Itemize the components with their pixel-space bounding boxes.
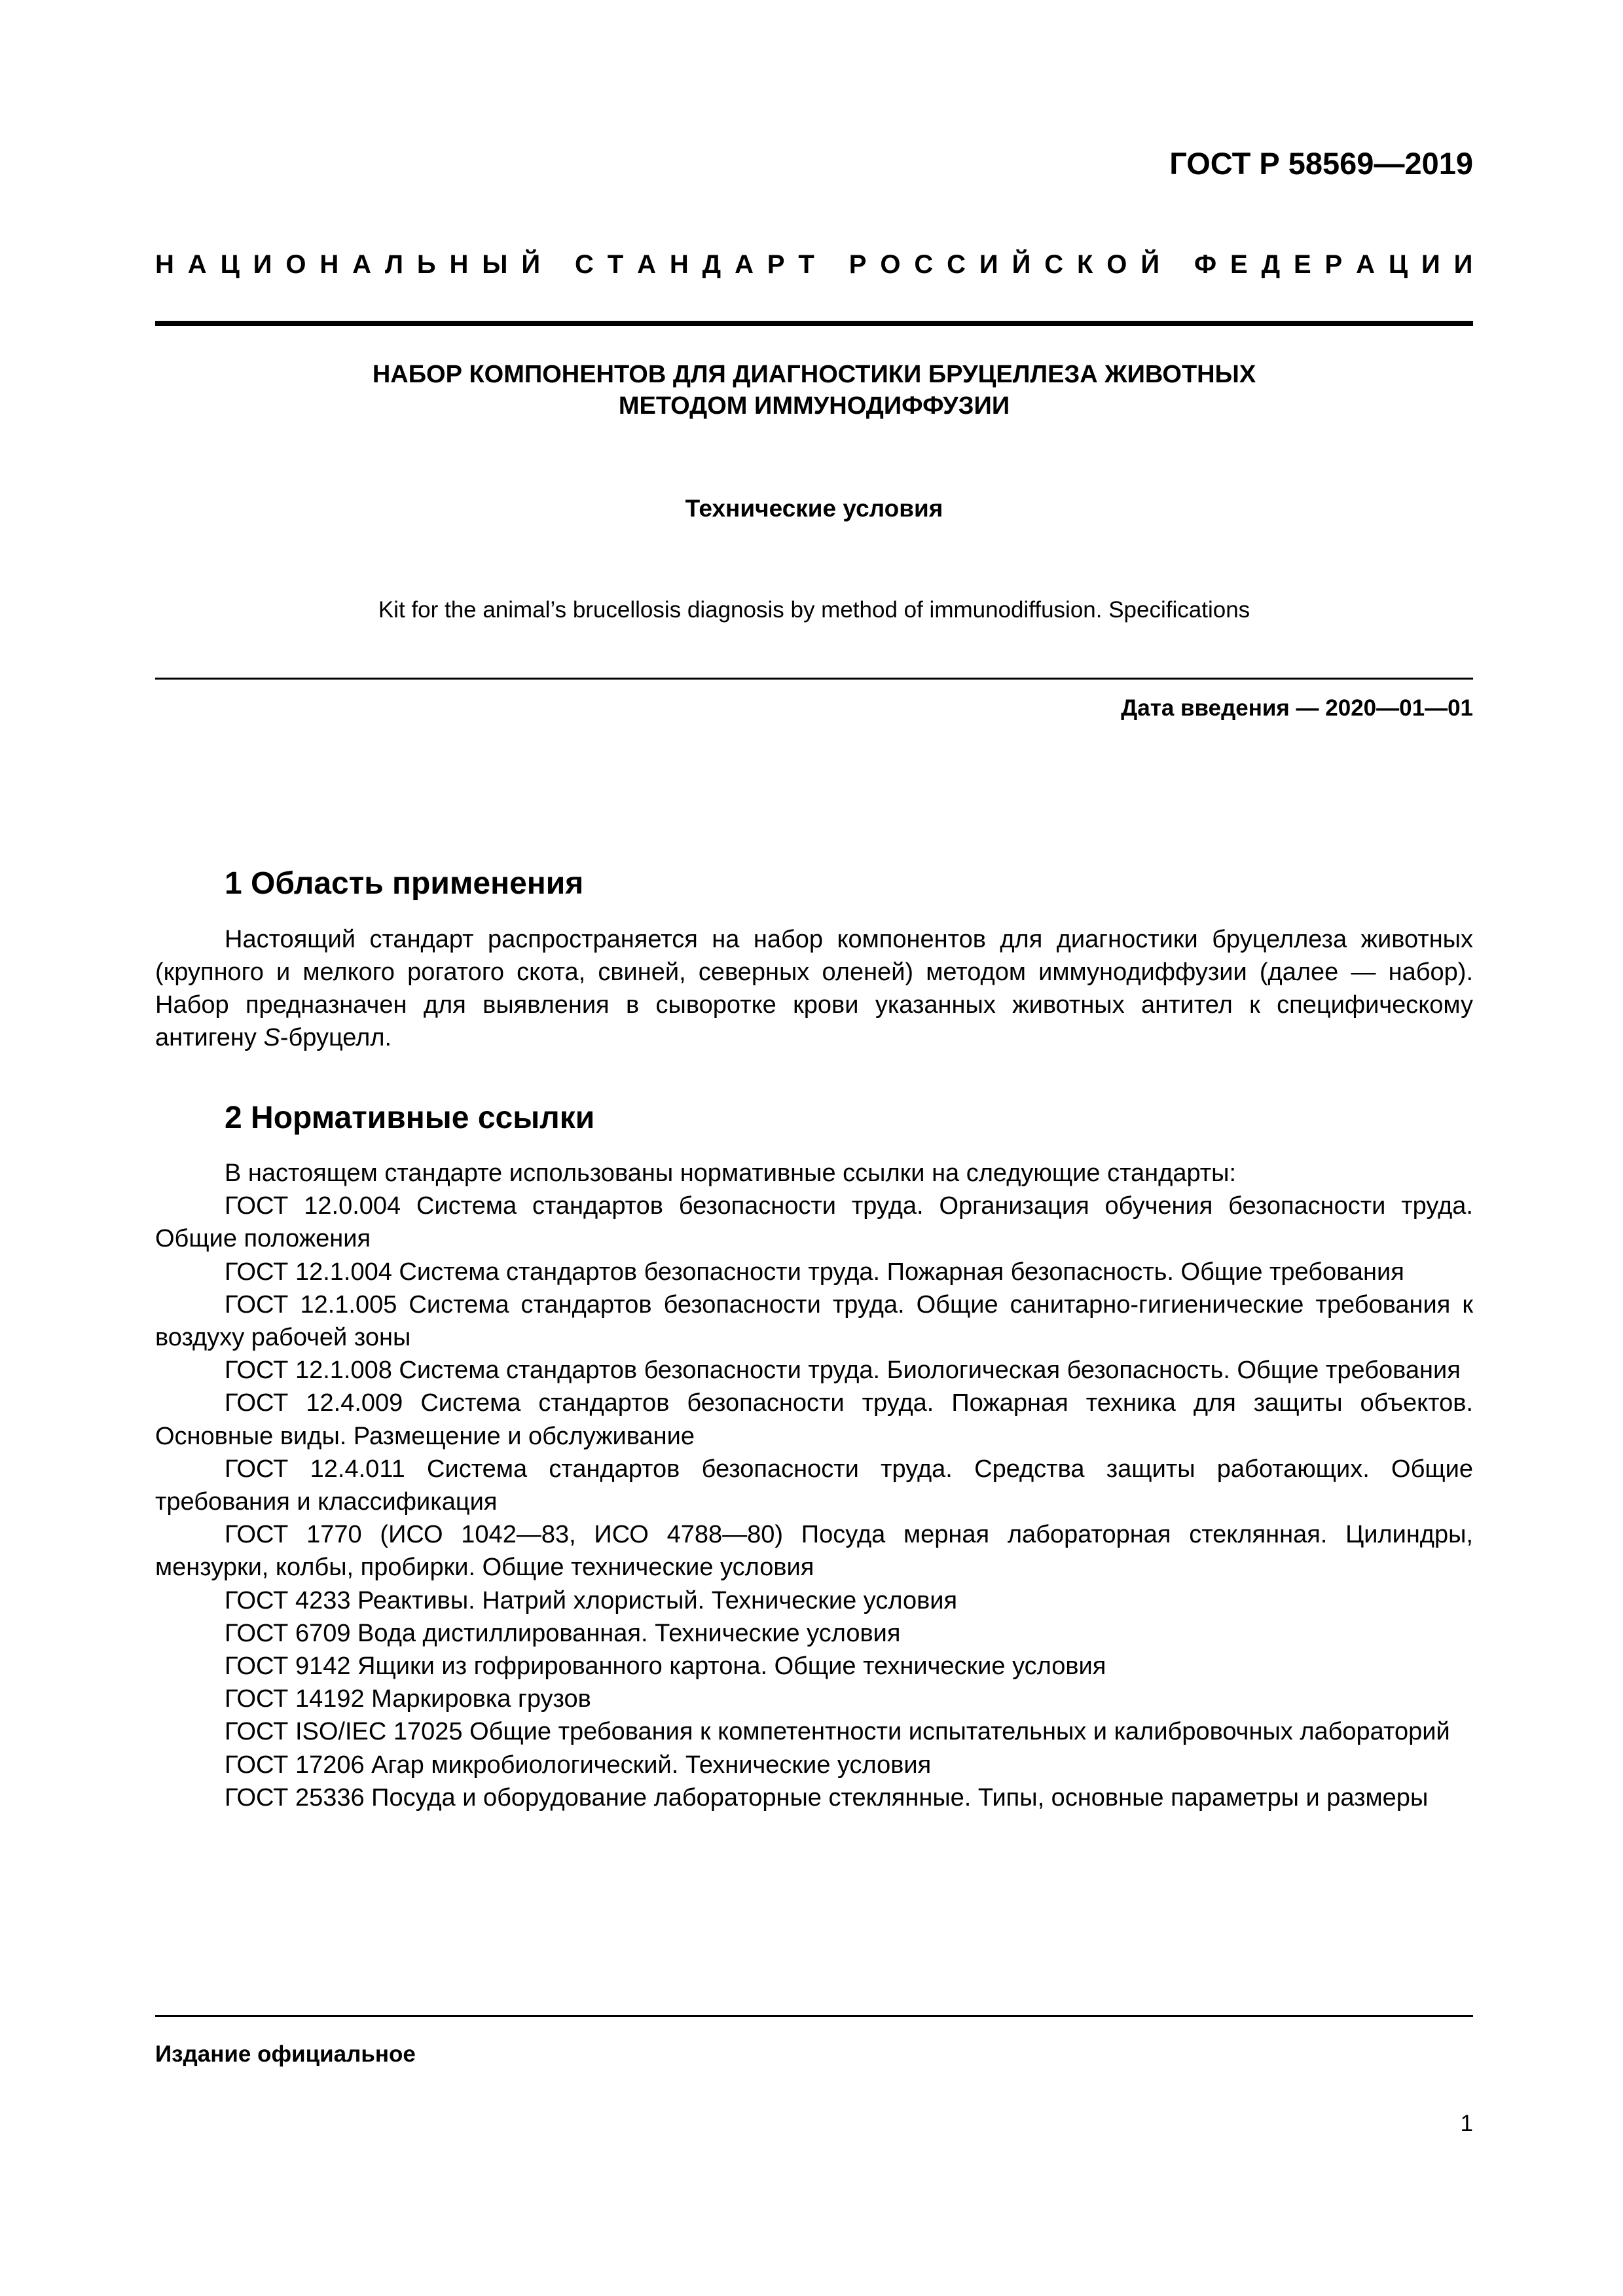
header-divider [155, 321, 1473, 326]
references-list [155, 1157, 1473, 1814]
document-title-line-2: МЕТОДОМ ИММУНОДИФФУЗИИ [618, 392, 1010, 420]
reference-item: ГОСТ 4233 Реактивы. Натрий хлористый. Технические условия [225, 1586, 958, 1614]
document-title-line-1: НАБОР КОМПОНЕНТОВ ДЛЯ ДИАГНОСТИКИ БРУЦЕЛЛЕЗА ЖИВОТНЫХ [372, 361, 1256, 388]
reference-item: ГОСТ 9142 Ящики из гофрированного картона. Общие технические условия [225, 1652, 1106, 1681]
reference-item: ГОСТ 12.1.008 Система стандартов безопасности труда. Биологическая безопасность. Общие требования [225, 1357, 1461, 1385]
reference-item: ГОСТ 1770 (ИСО 1042—83, ИСО 4788—80) Посуда мерная лабораторная стеклянная. Цилиндры, мензурки, колбы, пробирки. Общие технические условия [155, 1521, 1473, 1582]
references-intro: В настоящем стандарте использованы нормативные ссылки на следующие стандарты: [225, 1159, 1237, 1187]
section-1-heading: 1 Область применения [225, 866, 584, 901]
official-edition-label: Издание официальное [155, 2041, 416, 2067]
reference-item: ГОСТ 12.4.011 Система стандартов безопасности труда. Средства защиты работающих. Общие требования и классификация [155, 1455, 1473, 1516]
reference-item: ГОСТ 17206 Агар микробиологический. Технические условия [225, 1751, 932, 1779]
footer-divider [155, 2015, 1473, 2017]
english-title: Kit for the animal’s brucellosis diagnosis by method of immunodiffusion. Specifications [378, 597, 1250, 623]
section-2-heading: 2 Нормативные ссылки [225, 1101, 595, 1135]
section-1-paragraph: Настоящий стандарт распространяется на набор компонентов для диагностики бруцеллеза животных (крупного и мелкого рогатого скота, свиней, северных оленей) методом иммунодиффузии (далее — набор). Набор предназначен для выявления в сыворотке крови указанных животных антител к специфическому антигену S-бруцелл. [155, 926, 1473, 1051]
reference-item: ГОСТ 14192 Маркировка грузов [225, 1685, 591, 1713]
document-subtitle: Технические условия [685, 495, 943, 522]
reference-item: ГОСТ 12.1.004 Система стандартов безопасности труда. Пожарная безопасность. Общие требования [225, 1258, 1404, 1286]
introduction-date: Дата введения — 2020—01—01 [1121, 695, 1473, 721]
document-code: ГОСТ Р 58569—2019 [1169, 146, 1473, 181]
reference-item: ГОСТ ISO/IEC 17025 Общие требования к компетентности испытательных и калибровочных лабораторий [225, 1718, 1450, 1746]
reference-item: ГОСТ 6709 Вода дистиллированная. Технические условия [225, 1619, 901, 1647]
page-number: 1 [1460, 2111, 1473, 2136]
reference-item: ГОСТ 12.0.004 Система стандартов безопасности труда. Организация обучения безопасности труда. Общие положения [155, 1192, 1473, 1253]
italic-s: S [263, 1024, 280, 1051]
reference-item: ГОСТ 12.4.009 Система стандартов безопасности труда. Пожарная техника для защиты объектов. Основные виды. Размещение и обслуживание [155, 1389, 1473, 1450]
reference-item: ГОСТ 12.1.005 Система стандартов безопасности труда. Общие санитарно-гигиенические требования к воздуху рабочей зоны [155, 1290, 1473, 1352]
title-divider [155, 678, 1473, 680]
national-standard-heading: Н А Ц И О Н А Л Ь Н Ы Й С Т А Н Д А Р Т Р О С С И Й С К О Й Ф Е Д Е Р А Ц И И [155, 250, 1473, 279]
reference-item: ГОСТ 25336 Посуда и оборудование лабораторные стеклянные. Типы, основные параметры и размеры [225, 1783, 1429, 1812]
